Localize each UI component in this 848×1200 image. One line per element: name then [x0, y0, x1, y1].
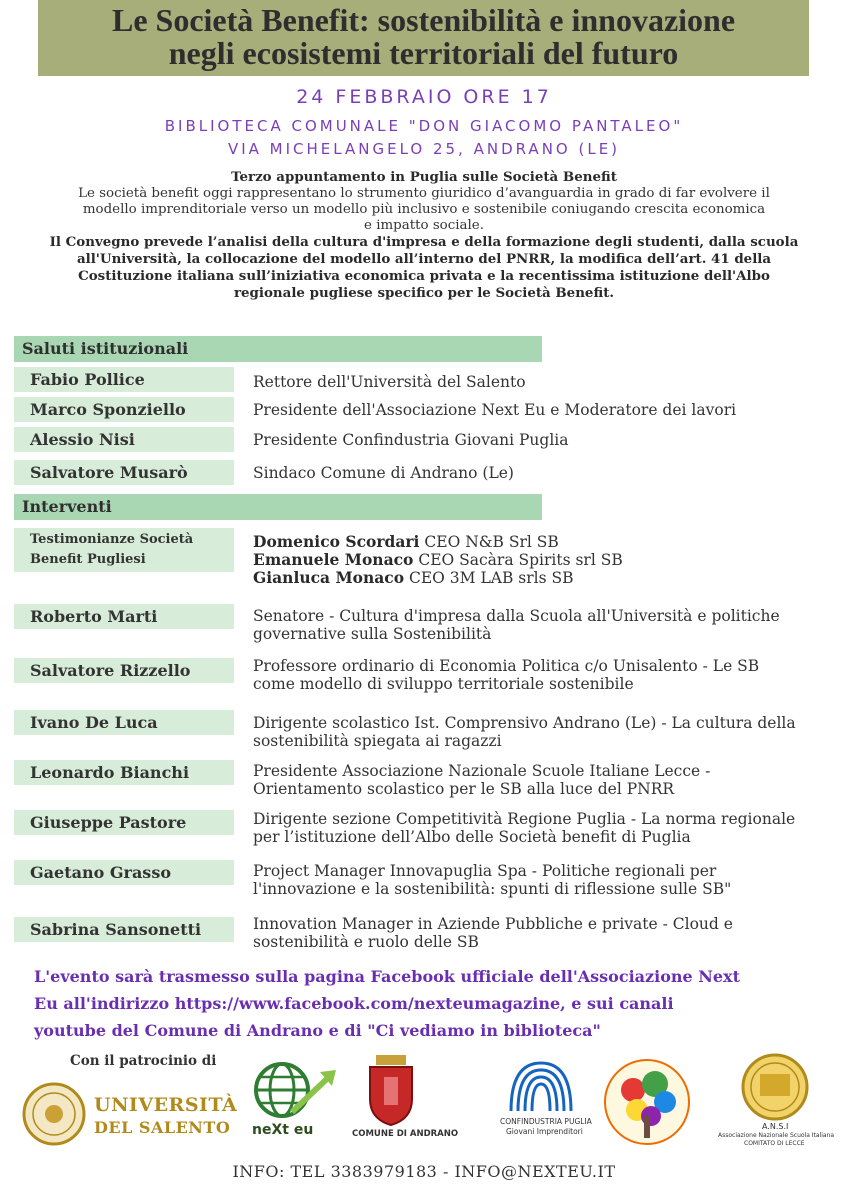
broadcast-line: youtube del Comune di Andrano e di "Ci vediamo in biblioteca"	[34, 1021, 601, 1040]
speaker-role: Sindaco Comune di Andrano (Le)	[253, 464, 514, 482]
testimonianze-list	[253, 533, 833, 587]
title-line-2: negli ecosistemi territoriali del futuro	[168, 35, 679, 71]
intro-bold-line: regionale pugliese specifico per le Società Benefit.	[233, 285, 615, 301]
andrano-logo	[352, 1053, 459, 1141]
contact-info: INFO: TEL 3383979183 - INFO@NEXTEU.IT	[232, 1162, 616, 1181]
ansi-title: A.N.S.I	[762, 1122, 789, 1131]
intro-line: Le società benefit oggi rappresentano lo strumento giuridico d’avanguardia in grado di far evolvere il	[78, 186, 770, 201]
coat-of-arms-icon	[352, 1053, 430, 1127]
istituto-tree-icon	[595, 1050, 700, 1150]
intro-text	[20, 169, 828, 302]
unisalento-logo	[22, 1082, 238, 1147]
testimonial-role: CEO N&B Srl SB	[424, 533, 559, 551]
unisalento-line-2: DEL SALENTO	[94, 1118, 231, 1137]
ansi-line-2: COMITATO DI LECCE	[744, 1140, 805, 1147]
speaker-role: Presidente Confindustria Giovani Puglia	[253, 431, 569, 449]
confindustria-line-1: CONFINDUSTRIA PUGLIA	[500, 1117, 592, 1126]
testimonial-name: Emanuele Monaco	[253, 550, 414, 569]
ansi-medallion-icon	[718, 1052, 833, 1122]
confindustria-line-2: Giovani Imprenditori	[506, 1127, 583, 1136]
title-line-1: Le Società Benefit: sostenibilità e innovazione	[111, 2, 736, 38]
ansi-line-1: Associazione Nazionale Scuola Italiana	[718, 1132, 835, 1139]
speaker-role	[253, 714, 833, 750]
speaker-role	[253, 762, 833, 798]
intro-line: e impatto sociale.	[364, 218, 484, 233]
speaker-name: Alessio Nisi	[14, 427, 234, 452]
speaker-role	[253, 810, 833, 846]
role-line: Dirigente scolastico Ist. Comprensivo Andrano (Le) - La cultura della	[253, 714, 796, 732]
testimonianze-line-2: Benefit Pugliesi	[30, 552, 146, 567]
role-line: Professore ordinario di Economia Politica c/o Unisalento - Le SB	[253, 657, 760, 675]
testimonial-role: CEO Sacàra Spirits srl SB	[418, 551, 623, 569]
role-line: Innovation Manager in Aziende Pubbliche e private - Cloud e	[253, 915, 733, 933]
event-date: 24 FEBBRAIO ORE 17	[296, 86, 552, 108]
title-banner	[38, 0, 809, 76]
role-line: governative sulla Sostenibilità	[253, 625, 492, 643]
role-line: come modello di sviluppo territoriale sostenibile	[253, 675, 634, 693]
speaker-name: Leonardo Bianchi	[14, 760, 234, 785]
speaker-name: Sabrina Sansonetti	[14, 917, 234, 942]
speaker-name: Salvatore Musarò	[14, 460, 234, 485]
testimonianze-line-1: Testimonianze Società	[30, 532, 194, 547]
intro-bold-line: Costituzione italiana sull’iniziativa economica privata e la recentissima istituzione dell'Albo	[78, 268, 770, 284]
globe-icon	[248, 1060, 338, 1122]
section-interventi: Interventi	[14, 494, 542, 520]
broadcast-note	[34, 963, 818, 1044]
broadcast-line: L'evento sarà trasmesso sulla pagina Facebook ufficiale dell'Associazione Next	[34, 967, 740, 986]
testimonial-role: CEO 3M LAB srls SB	[409, 569, 574, 587]
role-line: Presidente Associazione Nazionale Scuole Italiane Lecce -	[253, 762, 711, 780]
speaker-name: Fabio Pollice	[14, 367, 234, 392]
role-line: sostenibilità spiegata ai ragazzi	[253, 732, 502, 750]
nexteu-label: neXt eu	[252, 1122, 314, 1138]
broadcast-line: Eu all'indirizzo https://www.facebook.com/nexteumagazine, e sui canali	[34, 994, 674, 1013]
role-line: Project Manager Innovapuglia Spa - Politiche regionali per	[253, 862, 717, 880]
speaker-name: Roberto Marti	[14, 604, 234, 629]
role-line: per l’istituzione dell’Albo delle Società benefit di Puglia	[253, 828, 691, 846]
intro-heading: Terzo appuntamento in Puglia sulle Società Benefit	[231, 169, 617, 185]
speaker-role: Rettore dell'Università del Salento	[253, 373, 526, 391]
testimonial-name: Gianluca Monaco	[253, 568, 405, 587]
role-line: l'innovazione e la sostenibilità: spunti di riflessione sulle SB"	[253, 880, 732, 898]
testimonial-name: Domenico Scordari	[253, 532, 420, 551]
role-line: Orientamento scolastico per le SB alla luce del PNRR	[253, 780, 675, 798]
istituto-comprensivo-logo	[595, 1050, 700, 1150]
patronage-label: Con il patrocinio di	[70, 1053, 217, 1069]
venue-address: VIA MICHELANGELO 25, ANDRANO (LE)	[227, 140, 621, 158]
speaker-role	[253, 657, 833, 693]
confindustria-arch-icon	[496, 1055, 586, 1115]
role-line: Senatore - Cultura d'impresa dalla Scuola all'Università e politiche	[253, 607, 780, 625]
speaker-role: Presidente dell'Associazione Next Eu e Moderatore dei lavori	[253, 401, 737, 419]
venue-name: BIBLIOTECA COMUNALE "DON GIACOMO PANTALEO"	[164, 117, 684, 135]
role-line: sostenibilità e ruolo delle SB	[253, 933, 479, 951]
speaker-name-testimonianze	[14, 528, 234, 572]
intro-line: modello imprenditoriale verso un modello più inclusivo e sostenibile coniugando crescita economica	[82, 202, 766, 217]
unisalento-line-1: UNIVERSITÀ	[94, 1094, 238, 1116]
intro-bold-line: Il Convegno prevede l’analisi della cultura d'impresa e della formazione degli studenti, dalla scuola	[49, 234, 799, 250]
andrano-label: COMUNE DI ANDRANO	[352, 1129, 459, 1139]
speaker-name: Giuseppe Pastore	[14, 810, 234, 835]
speaker-name: Salvatore Rizzello	[14, 658, 234, 683]
speaker-role	[253, 607, 833, 643]
role-line: Dirigente sezione Competitività Regione Puglia - La norma regionale	[253, 810, 796, 828]
speaker-name: Marco Sponziello	[14, 397, 234, 422]
section-saluti: Saluti istituzionali	[14, 336, 542, 362]
intro-bold-line: all'Università, la collocazione del modello all’interno del PNRR, la modifica dell’art. 41 della	[76, 251, 772, 267]
speaker-role	[253, 862, 833, 898]
ansi-logo	[718, 1052, 833, 1157]
nexteu-logo	[248, 1060, 338, 1142]
speaker-name: Ivano De Luca	[14, 710, 234, 735]
speaker-role	[253, 915, 833, 951]
speaker-name: Gaetano Grasso	[14, 860, 234, 885]
confindustria-logo	[496, 1055, 592, 1143]
